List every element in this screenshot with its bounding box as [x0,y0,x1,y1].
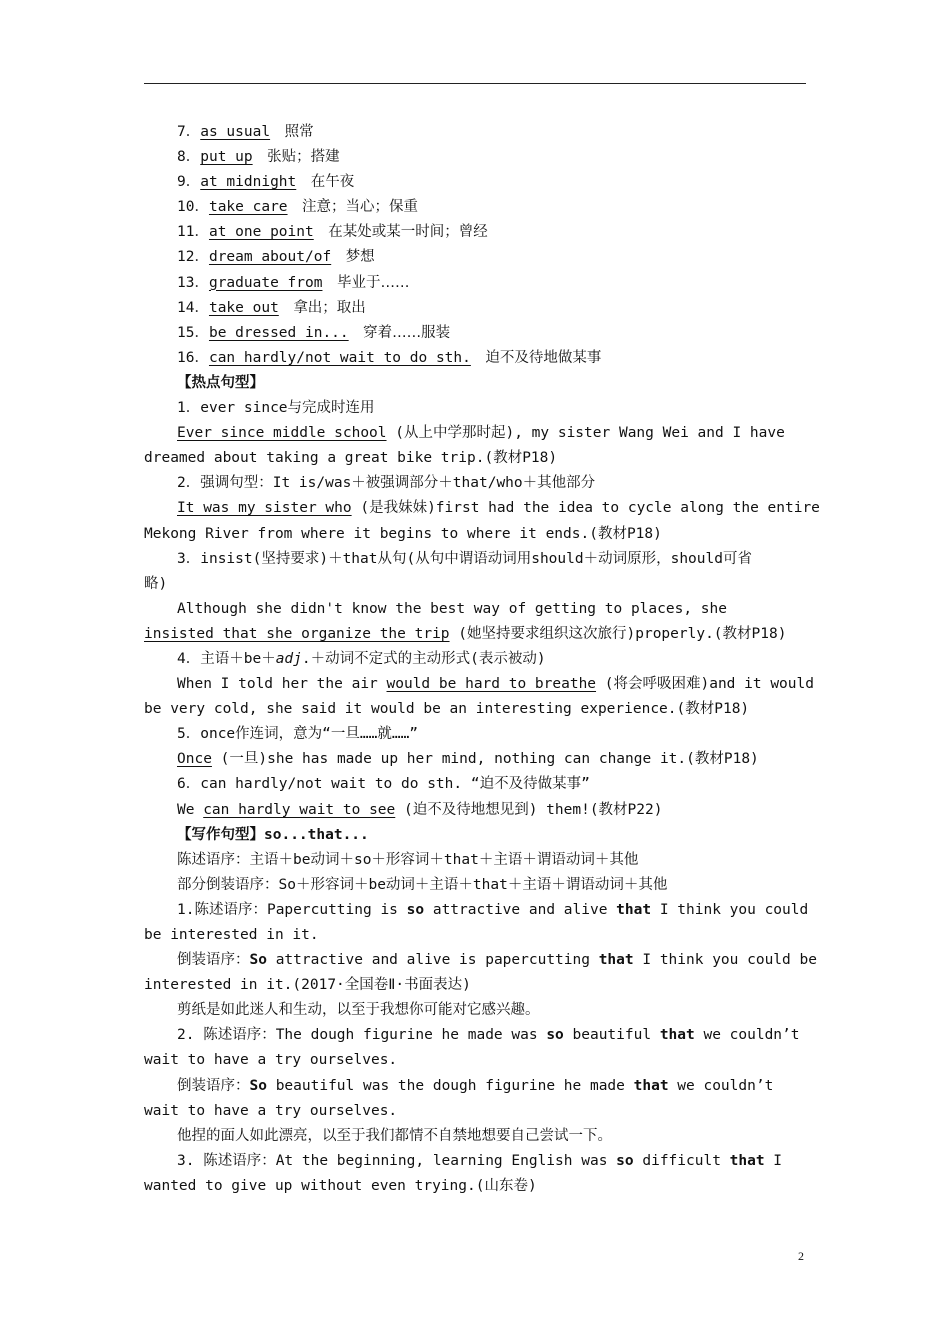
example-line [144,798,808,823]
phrase-item [144,170,808,195]
keyword-so: So [249,952,267,969]
phrase-item [144,120,808,145]
phrase-item [144,296,808,321]
phrase-list [144,120,808,371]
phrase-english: put up [200,149,253,166]
phrase-number: 8． [177,149,201,166]
answer-blank: Ever since middle school [177,425,387,442]
phrase-chinese: 注意；当心；保重 [302,199,419,216]
phrase-item [144,321,808,346]
example-text: difficult [633,1152,730,1169]
answer-blank: would be hard to breathe [386,676,597,693]
example-line: dreamed about taking a great bike trip.(教材P18) [144,450,558,467]
example-text: attractive and alive is papercutting [266,952,599,969]
pattern-title: 3．insist(坚持要求)＋that从句(从句中谓语动词用should＋动词原形，should可省 [177,550,752,567]
keyword-that: that [729,1152,765,1169]
example-line: wanted to give up without even trying.(山东卷) [144,1177,537,1194]
keyword-that: that [633,1077,669,1094]
pattern-title: 5．once作连词，意为“一旦……就……” [177,726,419,743]
example-line: be very cold, she said it would be an interesting experience.(教材P18) [144,701,750,718]
example-text: I [764,1152,783,1169]
example-line: wait to have a try ourselves. [144,1052,398,1069]
phrase-number: 16． [177,349,209,366]
phrase-number: 13． [177,274,209,291]
example-text: (一旦)she has made up her mind, nothing can change it.(教材P18) [211,751,759,768]
phrase-item [144,195,808,220]
phrase-english: at midnight [200,174,297,191]
example-text: (她坚持要求组织这次旅行)properly.(教材P18) [449,625,787,642]
phrase-english: be dressed in... [208,324,349,341]
keyword-so: so [546,1027,564,1044]
example-line [144,622,808,647]
section-heading: 【写作句型】so...that... [177,826,369,843]
phrase-english: at one point [208,224,314,241]
example-text: 1.陈述语序：Papercutting is [177,901,407,918]
example-text: We [177,801,204,818]
example-text: (迫不及待地想见到) them!(教材P22) [395,801,663,818]
answer-blank: insisted that she organize the trip [144,625,450,642]
phrase-number: 9． [177,174,201,191]
phrase-chinese: 照常 [284,124,314,140]
phrase-item [144,346,808,371]
example-text: (从上中学那时起), my sister Wang Wei and I have [386,425,785,442]
phrase-chinese: 毕业于…… [336,274,410,291]
example-line [144,1023,808,1048]
example-line [144,1149,808,1174]
keyword-so: so [406,901,425,918]
example-line [144,1074,808,1099]
pattern-title-italic: adj [275,650,302,667]
answer-blank: It was my sister who [177,500,352,517]
section-heading: 【热点句型】 [177,374,264,391]
phrase-item [144,145,808,170]
phrase-number: 10． [177,199,209,216]
pattern-title-text: .＋动词不定式的主动形式(表示被动) [301,650,546,667]
pattern-title [144,647,808,672]
statement-order-rule: 陈述语序：主语＋be动词＋so＋形容词＋that＋主语＋谓语动词＋其他 [177,851,639,868]
keyword-that: that [598,952,634,969]
example-text: 2. 陈述语序：The dough figurine he made was [177,1027,547,1044]
example-text: attractive and alive [424,901,617,918]
example-text: 3. 陈述语序：At the beginning, learning English was [177,1152,617,1169]
example-line [144,421,808,446]
phrase-item [144,245,808,270]
header-rule [144,83,806,84]
pattern-title: 6．can hardly/not wait to do sth. “迫不及待做某事” [177,776,590,793]
pattern-title-text: 4．主语＋be＋ [177,650,276,667]
example-line [144,672,814,697]
example-text: we couldn’t [694,1027,800,1044]
example-line [144,898,808,923]
phrase-english: as usual [200,124,271,140]
answer-blank: can hardly wait to see [203,801,396,818]
example-line: Mekong River from where it begins to where it ends.(教材P18) [144,525,662,542]
phrase-item [144,220,808,245]
example-line [144,496,820,521]
phrase-english: take care [208,199,288,216]
hot-sentence-section [144,371,820,823]
example-line: be interested in it. [144,927,319,943]
example-text: I think you could [651,901,809,918]
pattern-title-cont: 略) [144,575,168,592]
keyword-that: that [659,1027,695,1044]
example-line [144,747,808,772]
example-text: (将会呼吸困难)and it would [596,676,814,693]
example-text: (是我妹妹)first had the idea to cycle along the entire [351,500,820,517]
example-line: Although she didn't know the best way of getting to places, she [177,600,727,617]
translation-line: 剪纸是如此迷人和生动，以至于我想你可能对它感兴趣。 [177,1002,540,1019]
phrase-chinese: 穿着……服装 [363,324,451,341]
phrase-chinese: 张贴；搭建 [267,149,340,166]
phrase-number: 7． [177,124,201,140]
phrase-number: 11． [177,224,209,241]
example-line: interested in it.(2017·全国卷Ⅱ·书面表达) [144,977,471,994]
example-text: beautiful was the dough figurine he made [266,1077,634,1094]
phrase-item [144,271,808,296]
answer-blank: Once [177,751,212,768]
example-text: 倒装语序： [177,952,250,969]
phrase-chinese: 迫不及待地做某事 [485,349,602,366]
phrase-english: take out [208,299,279,316]
phrase-number: 14． [177,299,209,316]
example-text: 倒装语序： [177,1077,250,1094]
writing-section [144,823,817,1199]
phrase-english: dream about/of [208,249,332,266]
page-number: 2 [798,1249,804,1263]
phrase-number: 12． [177,249,209,266]
keyword-that: that [616,901,652,918]
phrase-english: graduate from [208,274,323,291]
keyword-so: so [616,1152,634,1169]
phrase-chinese: 在某处或某一时间；曾经 [328,224,488,241]
phrase-chinese: 拿出；取出 [293,299,366,316]
page-body [144,120,820,1199]
translation-line: 他捏的面人如此漂亮，以至于我们都情不自禁地想要自己尝试一下。 [177,1127,612,1144]
pattern-title: 1．ever since与完成时连用 [177,400,375,417]
phrase-english: can hardly/not wait to do sth. [208,349,471,366]
pattern-title: 2．强调句型：It is/was＋被强调部分＋that/who＋其他部分 [177,475,596,492]
example-text: When I told her the air [177,676,387,693]
example-text: we couldn’t [668,1077,774,1094]
inversion-order-rule: 部分倒装语序：So＋形容词＋be动词＋主语＋that＋主语＋谓语动词＋其他 [177,876,668,893]
phrase-number: 15． [177,324,209,341]
phrase-chinese: 梦想 [345,249,375,266]
example-text: beautiful [563,1027,660,1044]
phrase-chinese: 在午夜 [310,174,355,191]
example-line: wait to have a try ourselves. [144,1102,398,1119]
keyword-so: So [249,1077,267,1094]
example-line [144,948,817,973]
example-text: I think you could be [633,952,817,969]
